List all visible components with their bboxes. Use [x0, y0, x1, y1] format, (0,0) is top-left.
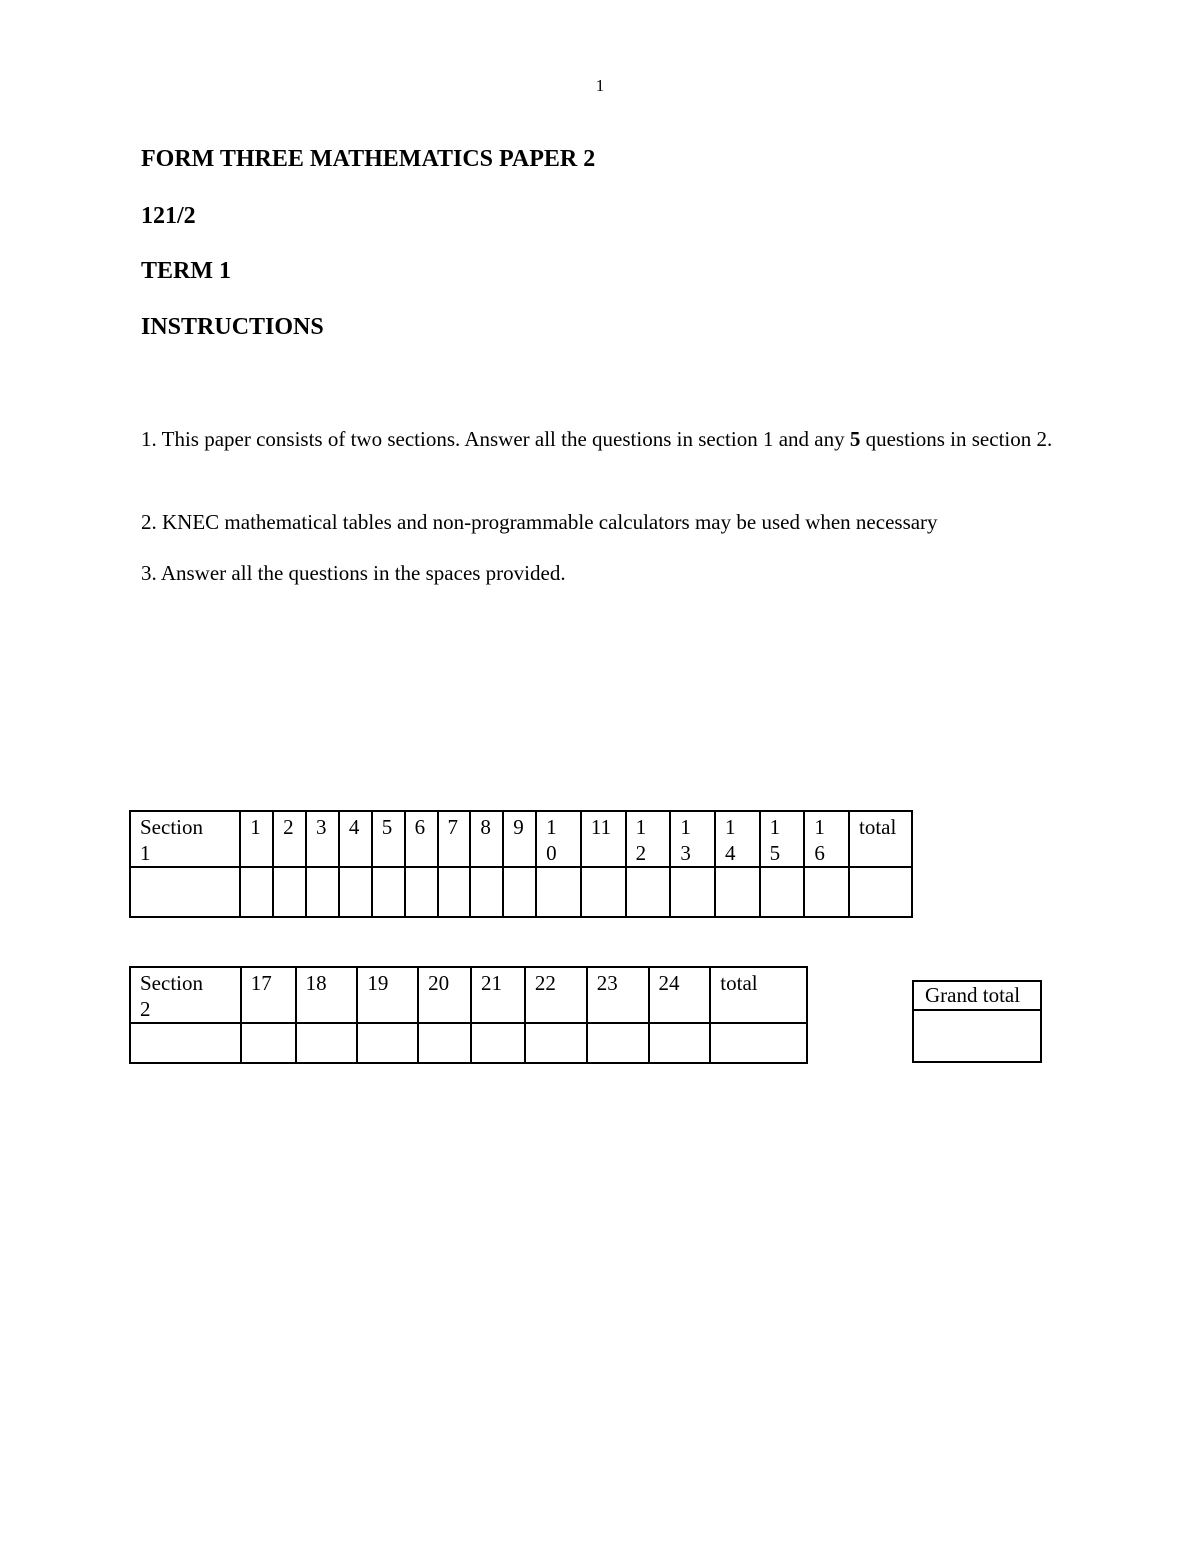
instruction-1: 1. This paper consists of two sections. Answer all the questions in section 1 and any 5 questions in section 2. — [141, 427, 1053, 451]
section1-score-cell[interactable] — [804, 867, 849, 917]
section1-col-11: 11 — [581, 811, 626, 867]
section1-col-6: 6 — [405, 811, 438, 867]
section1-score-label[interactable] — [130, 867, 240, 917]
section1-col-4: 4 — [339, 811, 372, 867]
section2-marks-table — [129, 966, 808, 1064]
section2-score-cell[interactable] — [357, 1023, 418, 1063]
grand-total-cell[interactable] — [913, 1010, 1041, 1062]
section1-score-cell[interactable] — [438, 867, 471, 917]
section2-col-22: 22 — [525, 967, 587, 1023]
section1-score-cell[interactable] — [240, 867, 273, 917]
term-label: TERM 1 — [141, 258, 231, 284]
section1-marks-table — [129, 810, 913, 918]
section2-total-cell[interactable] — [710, 1023, 807, 1063]
section1-total-header: total — [849, 811, 912, 867]
section1-score-cell[interactable] — [670, 867, 715, 917]
grand-total-label: Grand total — [913, 981, 1041, 1010]
section1-score-cell[interactable] — [536, 867, 581, 917]
paper-code: 121/2 — [141, 203, 196, 229]
section1-col-7: 7 — [438, 811, 471, 867]
grand-total-table — [912, 980, 1042, 1063]
section2-col-23: 23 — [587, 967, 649, 1023]
section1-col-9: 9 — [503, 811, 536, 867]
section1-score-cell[interactable] — [372, 867, 405, 917]
section1-score-cell[interactable] — [581, 867, 626, 917]
instruction-2: 2. KNEC mathematical tables and non-programmable calculators may be used when necessary — [141, 510, 938, 534]
section2-col-21: 21 — [471, 967, 525, 1023]
section1-col-13: 13 — [670, 811, 715, 867]
instruction-3: 3. Answer all the questions in the spaces provided. — [141, 561, 566, 585]
instructions-heading: INSTRUCTIONS — [141, 314, 324, 340]
section1-label: Section 1 — [130, 811, 240, 867]
section2-score-cell[interactable] — [296, 1023, 358, 1063]
section2-col-18: 18 — [296, 967, 358, 1023]
section2-col-17: 17 — [241, 967, 296, 1023]
section2-score-cell[interactable] — [649, 1023, 711, 1063]
section1-score-cell[interactable] — [715, 867, 760, 917]
section1-score-cell[interactable] — [405, 867, 438, 917]
section2-label: Section 2 — [130, 967, 241, 1023]
section1-score-cell[interactable] — [626, 867, 671, 917]
section1-col-14: 14 — [715, 811, 760, 867]
paper-title: FORM THREE MATHEMATICS PAPER 2 — [141, 146, 596, 172]
section1-score-cell[interactable] — [760, 867, 805, 917]
section1-total-cell[interactable] — [849, 867, 912, 917]
section1-col-16: 16 — [804, 811, 849, 867]
section1-col-15: 15 — [760, 811, 805, 867]
section1-col-2: 2 — [273, 811, 306, 867]
section1-col-8: 8 — [470, 811, 503, 867]
section2-score-cell[interactable] — [418, 1023, 471, 1063]
section2-score-cell[interactable] — [587, 1023, 649, 1063]
section1-score-cell[interactable] — [306, 867, 339, 917]
section2-score-label[interactable] — [130, 1023, 241, 1063]
section2-col-19: 19 — [357, 967, 418, 1023]
instruction-1-emphasis: 5 — [849, 427, 861, 451]
page-number: 1 — [595, 76, 605, 95]
section1-score-cell[interactable] — [503, 867, 536, 917]
section1-col-5: 5 — [372, 811, 405, 867]
section2-total-header: total — [710, 967, 807, 1023]
section2-col-24: 24 — [649, 967, 711, 1023]
section1-col-12: 12 — [626, 811, 671, 867]
section2-score-cell[interactable] — [525, 1023, 587, 1063]
section1-score-cell[interactable] — [470, 867, 503, 917]
section1-col-3: 3 — [306, 811, 339, 867]
section1-score-cell[interactable] — [339, 867, 372, 917]
section1-col-10: 10 — [536, 811, 581, 867]
section2-score-cell[interactable] — [471, 1023, 525, 1063]
section1-score-cell[interactable] — [273, 867, 306, 917]
section2-score-cell[interactable] — [241, 1023, 296, 1063]
section2-col-20: 20 — [418, 967, 471, 1023]
section1-col-1: 1 — [240, 811, 273, 867]
